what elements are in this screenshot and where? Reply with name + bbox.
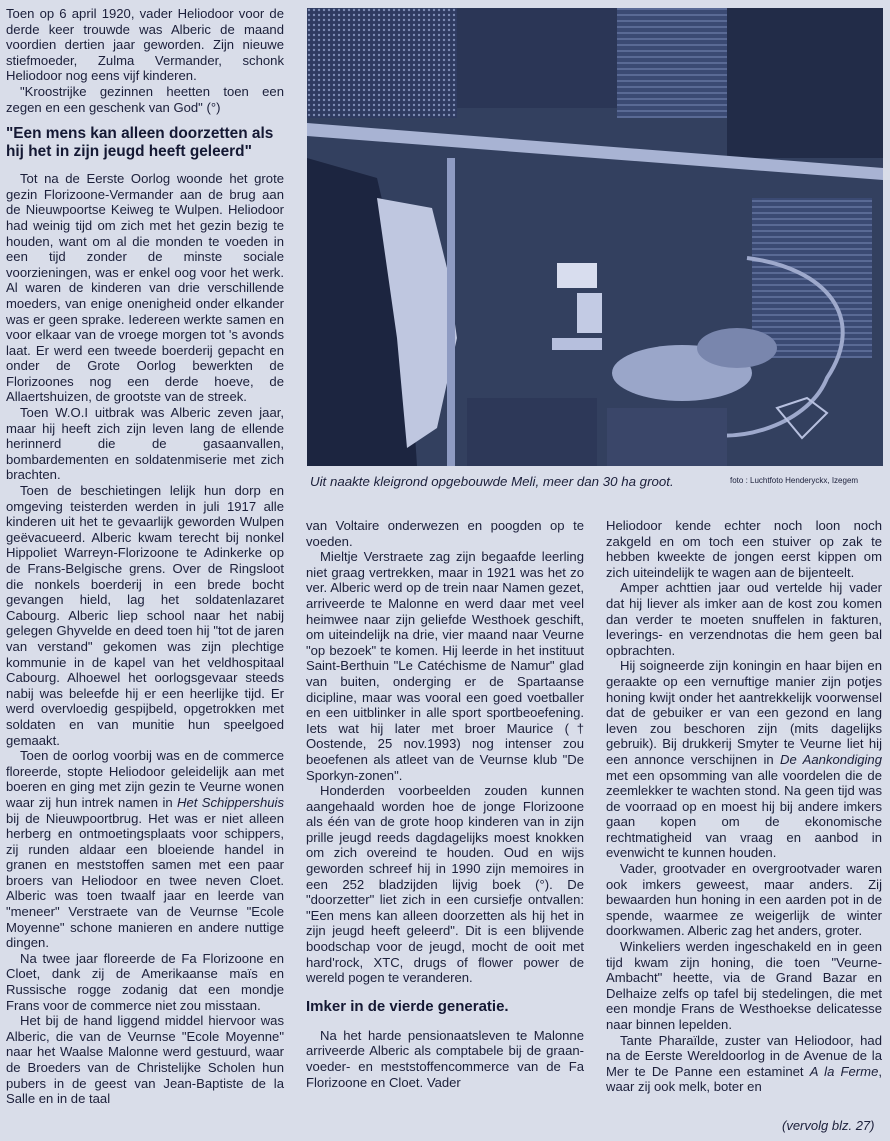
paragraph: Mieltje Verstraete zag zijn begaafde leerling niet graag vertrekken, maar in 1921 was het zo ver. Alberic werd op de trein naar Namen gezet, arriveerde te Malonne en werd daar met veel heimwee naar zijn geliefde Westhoek geschift, om uiteindelijk na drie, vier maand naar Veurne "op bezoek" te komen. Hij leerde in het instituut Saint-Berthuin "Le Catéchisme de Namur" glad van buiten, onderging er de Spartaanse dicipline, maar was vooral een goed voetballer en een uitblinker in alle sport sportbeoefening. Iets wat hij later met broer Maurice († Oostende, 25 nov.1993) nog intenser zou beoefenen als atleet van de Veurnse klub "De Sporkyn-zonen". [306, 549, 584, 783]
intro-quote: "Kroostrijke gezinnen heetten toen een zegen en een geschenk van God" (°) [6, 83, 284, 115]
middle-column [306, 518, 584, 1090]
paragraph: Honderden voorbeelden zouden kunnen aangehaald worden hoe de jonge Florizoone als één van de grote hoop kinderen van in zijn prille jeugd reeds dagdagelijks moest knokken om zich overeind te houden. Oud en wijs geworden schreef hij in 1990 zijn memoires in een 252 bladzijden lijvig boek (°). De "doorzetter" liet zich in een cursiefje ontvallen: "Een mens kan alleen doorzetten als hij het in zijn jeugd heeft geleerd". Dit is een blijvende boodschap voor de jeugd, mocht de ooit met hard'rock, XTC, drugs of flower power de wereld pogen te veranderen. [306, 783, 584, 986]
paragraph: Amper achttien jaar oud vertelde hij vader dat hij liever als imker aan de kost zou komen dan verder te moeten snuffelen in fakturen, leverings- en verzendnotas die hem geen bal opbrachten. [606, 580, 882, 658]
paragraph [6, 748, 284, 951]
paragraph: Toen W.O.I uitbrak was Alberic zeven jaar, maar hij heeft zich zijn leven lang de ellende herinnerd die de gasaanvallen, bombardementen en soldatenmiserie met zich brachten. [6, 405, 284, 483]
text-run: met een opsomming van alle voordelen die de zeemlekker te wachten stond. Na geen tijd was de voorraad op en moest hij bij andere imkers gaan kopen om de ekonomische rechtmatigheid van vraag en aanbod in evenwicht te kunnen houden. [606, 767, 882, 861]
paragraph: Toen de beschietingen lelijk hun dorp en omgeving teisterden werden in juli 1917 alle kinderen uit het te gevaarlijk geworden Wulpen geëvacueerd. Alberic kwam terecht bij nonkel Hippoliet Warreyn-Florizoone te Adinkerke op de Frans-Belgische grens. Over de Ringsloot die nonkels boerderij in een brede bocht gevangen hield, lag het soldatenlazaret Cabourg. Alberic liep school naar het nabij gelegen Ghyvelde en deed toen hij "tot de jaren van verstand" gekomen was zijn plechtige kommunie in de kapel van het veldhospitaal Cabourg. Alhoewel het oorlogsgevaar steeds nabij was beleefde hij er een heerlijke tijd. Er werd overvloedig gespijbeld, opgetrokken met soldaten en van munitie hun speelgoed gemaakt. [6, 483, 284, 748]
text-run: Toen de oorlog voorbij was en de commerce floreerde, stopte Heliodoor geleidelijk aan met boeren en ging met zijn gezin te Veurne wonen waar zij hun intrek namen in [6, 748, 284, 810]
left-column [6, 6, 284, 1107]
paragraph: Na het harde pensionaatsleven te Malonne arriveerde Alberic als comptabele bij de graan-voeder- en meststoffencommerce van de Fa Florizoone en Cloet. Vader [306, 1027, 584, 1090]
photo-caption: Uit naakte kleigrond opgebouwde Meli, meer dan 30 ha groot. [310, 474, 674, 489]
photo-credit: foto : Luchtfoto Henderyckx, Izegem [730, 476, 859, 485]
intro-paragraph: Toen op 6 april 1920, vader Heliodoor voor de derde keer trouwde was Alberic de maand voordien dertien jaar geworden. Zijn nieuwe stiefmoeder, Zulma Vermander, schonk Heliodoor nog eens vijf kinderen. [6, 6, 284, 84]
paragraph: Winkeliers werden ingeschakeld en in geen tijd kwam zijn honing, die toen "Veurne-Ambacht" heette, via de Grand Bazar en Delhaize zelfs op tafel bij stedelingen, die met een mondje Frans de Westhoekse delicatesse naar binnen lepelden. [606, 939, 882, 1032]
paragraph: Vader, grootvader en overgrootvader waren ook imkers geweest, maar anders. Zij bewaarden hun honing in een aarden pot in de spende, waarmee ze weigerlijk de winter doorkwamen. Alberic zag het anders, groter. [606, 861, 882, 939]
italic-title: A la Ferme [809, 1063, 879, 1079]
aerial-photo [307, 8, 883, 466]
text-run: , waar zij ook melk, boter en [606, 1063, 882, 1095]
continued-reference: (vervolg blz. 27) [782, 1118, 875, 1133]
text-run: bij de Nieuwpoortbrug. Het was er niet alleen herberg en ontmoetingsplaats voor schippers, zij runden aldaar een bloeiende handel in granen en meststoffen samen met een paar broers van Heliodoor en twee neven Cloet. Alberic was toen twaalf jaar en leerde van "meneer" Verstraete van de Veurnse "Ecole Moyenne" schone manieren en andere nuttige dingen. [6, 810, 284, 951]
paragraph [606, 1033, 882, 1095]
right-column [606, 518, 882, 1095]
paragraph: Heliodoor kende echter noch loon noch zakgeld en om toch een stuiver op zak te hebben kweekte de jongen eerst kippen om zich uiteindelijk te wagen aan de bijenteelt. [606, 518, 882, 580]
italic-title: De Aankondiging [780, 751, 882, 767]
aerial-photo-image [307, 8, 883, 466]
paragraph: Tot na de Eerste Oorlog woonde het grote gezin Florizoone-Vermander aan de brug aan de Nieuwpoortse Keiweg te Wulpen. Heliodoor had weinig tijd om zich met het gezin bezig te houden, want om al die monden te voeden in een tijd zonder de minste sociale voorzieningen, was er enkel oog voor het werk. Al waren de kinderen van drie verschillende moeders, van enige onenigheid onder elkander was er geen sprake. Iedereen werkte samen en voor elkaar van de vroege morgen tot 's avonds laat. Er werd een tweede boerderij gepacht en onder de Grote Oorlog bewerkten de Florizoones nog een derde hoeve, de Allaertshuizen, de grootste van de streek. [6, 171, 284, 405]
paragraph: Na twee jaar floreerde de Fa Florizoone en Cloet, dank zij de Amerikaanse maïs en Russische rogge zodanig dat een mondje Frans voor de commerce niet zou misstaan. [6, 950, 284, 1013]
paragraph [606, 658, 882, 861]
paragraph: van Voltaire onderwezen en poogden op te voeden. [306, 518, 584, 549]
paragraph: Het bij de hand liggend middel hiervoor was Alberic, die van de Veurnse "Ecole Moyenne" naar het Waalse Malonne werd gestuurd, waar de Broeders van de Christelijke Scholen hun pubers in de geest van Jean-Baptiste de la Salle en in de taal [6, 1013, 284, 1107]
text-run: Hij soigneerde zijn koningin en haar bijen en geraakte op een vernuftige manier zijn potjes honing kwijt onder het aantrekkelijk voorwensel dat de gebuiker er van een gezond en lang leven zou beschoren zijn (mits dagelijks gebruik). Bij drukkerij Smyter te Veurne liet hij een annonce verschijnen in [606, 658, 882, 767]
italic-title: Het Schippershuis [177, 794, 284, 810]
text-run: Tante Pharaïlde, zuster van Heliodoor, had na de Eerste Wereldoorlog in de Avenue de la Mer te De Panne een estaminet [606, 1032, 882, 1079]
section-heading-imker: Imker in de vierde generatie. [306, 997, 509, 1015]
section-heading-doorzetten: "Een mens kan alleen doorzetten als hij het in zijn jeugd heeft geleerd" [6, 125, 274, 161]
